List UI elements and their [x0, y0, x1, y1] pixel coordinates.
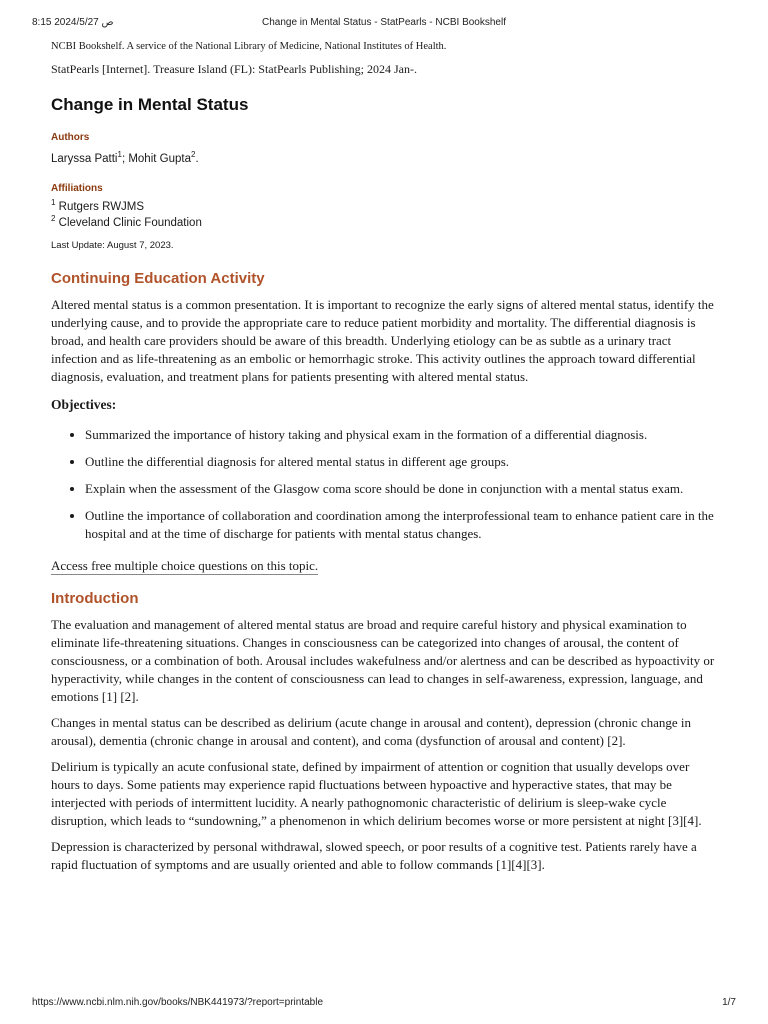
affiliation-number: 1	[51, 198, 56, 207]
access-questions-link[interactable]: Access free multiple choice questions on this topic.	[51, 558, 319, 573]
affiliation-name: Rutgers RWJMS	[55, 201, 145, 213]
objectives-list	[51, 426, 715, 543]
page-title: Change in Mental Status	[51, 95, 249, 114]
author-affiliation-ref: 2	[190, 150, 196, 159]
author-separator: ;	[121, 153, 129, 165]
authors-label: Authors	[51, 132, 90, 143]
print-footer	[32, 997, 736, 1011]
intro-paragraph: Changes in mental status can be described as delirium (acute change in arousal and content), depression (chronic change in arousal), dementia (chronic change in arousal and content), and coma (dysfunction of arousal and content) [2].	[51, 715, 692, 748]
print-page-title: Change in Mental Status - StatPearls - NCBI Bookshelf	[261, 17, 506, 28]
section-heading-ce-activity: Continuing Education Activity	[51, 270, 265, 287]
author-affiliation-ref: 1	[117, 150, 122, 159]
print-url: https://www.ncbi.nlm.nih.gov/books/NBK441973/?report=printable	[32, 997, 324, 1008]
intro-paragraph: Depression is characterized by personal withdrawal, slowed speech, or poor results of a cognitive test. Patients rarely have a rapid fluctuation of symptoms and are usually oriented and able to follow commands [1][4][3].	[51, 839, 697, 872]
affiliation-item	[51, 199, 715, 215]
affiliations-label: Affiliations	[51, 183, 103, 194]
objective-item: • Outline the differential diagnosis for altered mental status in different age groups.	[85, 453, 715, 471]
author-name[interactable]: Laryssa Patti	[51, 153, 118, 165]
print-datetime: 8:15 2024/5/27 ص	[32, 17, 114, 28]
last-update: Last Update: August 7, 2023.	[51, 240, 174, 251]
author-name[interactable]: Mohit Gupta	[128, 153, 191, 165]
citation-line: StatPearls [Internet]. Treasure Island (FL): StatPearls Publishing; 2024 Jan-.	[51, 62, 417, 76]
print-header	[32, 17, 736, 31]
authors-list	[51, 151, 715, 167]
intro-paragraph: Delirium is typically an acute confusional state, defined by impairment of attention or cognition that usually develops over hours to days. Some patients may experience rapid fluctuations between hypoactive and hyperactive states, that may be interjected with periods of intermittent lucidity. A nearly pathognomonic characteristic of delirium is sleep-wake cycle disruption, which leads to “sundowning,” a phenomenon in which delirium becomes worse or more persistent at night [3][4].	[51, 759, 702, 828]
objective-item: • Explain when the assessment of the Glasgow coma score should be done in conjunction with a mental status exam.	[85, 480, 715, 498]
document-content	[51, 40, 715, 874]
ce-activity-paragraph: Altered mental status is a common presentation. It is important to recognize the early signs of altered mental status, identify the underlying cause, and to provide the appropriate care to reduce patient morbidity and mortality. The differential diagnosis is broad, and health care providers should be aware of this breadth. Underlying etiology can be as subtle as a urinary tract infection and as life-threatening as an embolic or hemorrhagic stroke. This activity outlines the approach toward differential diagnosis, evaluation, and treatment plans for patients presenting with altered mental status.	[51, 297, 714, 384]
affiliation-name: Cleveland Clinic Foundation	[55, 217, 202, 229]
intro-paragraph: The evaluation and management of altered mental status are broad and require careful history and physical examination to eliminate life-threatening situations. Changes in consciousness can be categorized into changes of arousal, the content of consciousness, or a combination of both. Arousal includes wakefulness and/or alertness and can be described as hypoactivity or hyperactivity, while changes in the content of consciousness can lead to changes in self-awareness, expression, language, and emotions [1] [2].	[51, 617, 715, 704]
section-heading-introduction: Introduction	[51, 590, 139, 607]
author-separator: .	[195, 153, 199, 165]
bookshelf-line: NCBI Bookshelf. A service of the National Library of Medicine, National Institutes of Health.	[51, 41, 447, 52]
affiliation-number: 2	[51, 214, 56, 223]
objective-item: • Outline the importance of collaboration and coordination among the interprofessional team to enhance patient care in the hospital and at the time of discharge for patients with mental status changes.	[85, 507, 715, 543]
affiliations-list	[51, 199, 715, 231]
objective-item: • Summarized the importance of history taking and physical exam in the formation of a differential diagnosis.	[85, 426, 715, 444]
affiliation-item	[51, 215, 715, 231]
print-page-number: 1/7	[722, 997, 736, 1008]
objectives-title: Objectives:	[51, 397, 117, 412]
